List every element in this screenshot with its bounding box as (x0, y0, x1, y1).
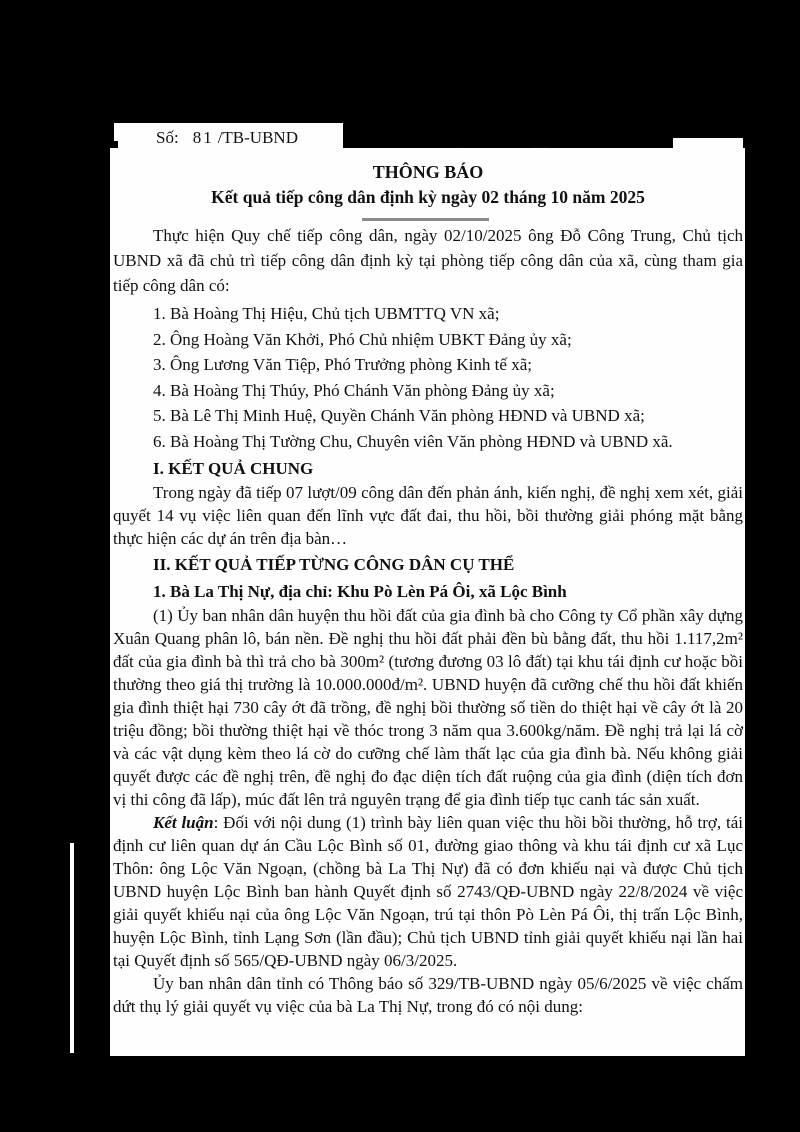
complaint-paragraph: (1) Ủy ban nhân dân huyện thu hồi đất của gia đình bà cho Công ty Cổ phần xây dựng Xuân Quang phân lô, bán nền. Đề nghị thu hồi đất phải đền bù bằng đất, thu hồi 1.117,2m² đất của gia đình bà thì trả cho bà 300m² (tương đương 03 lô đất) tại khu tái định cư hoặc bồi thường theo giá thị trường là 10.000.000đ/m². UBND huyện đã cưỡng chế thu hồi đất khiến gia đình thiệt hại 730 cây ớt đã trồng, đề nghị bồi thường số tiền do thiệt hại về cây ớt là 20 triệu đồng; bồi thường thiệt hại về thóc trong 3 năm qua 3.600kg/năm. Đề nghị trả lại lá cờ và các vật dụng kèm theo lá cờ do cưỡng chế làm thất lạc của gia đình bà. Nếu không giải quyết được các đề nghị trên, đề nghị đo đạc diện tích đất ruộng của gia đình (diện tích đơn vị thi công đã lấp), múc đất lên trả nguyên trạng để gia đình tiếp tục canh tác sản xuất. (113, 606, 743, 809)
attendee-list (113, 301, 743, 454)
attendee-item: 5. Bà Lê Thị Minh Huệ, Quyền Chánh Văn phòng HĐND và UBND xã; (153, 406, 645, 425)
title-block (113, 160, 743, 210)
conclusion-paragraph (113, 811, 743, 972)
conclusion-label: Kết luận (153, 813, 214, 832)
doc-subtitle: Kết quả tiếp công dân định kỳ ngày 02 tháng 10 năm 2025 (211, 187, 645, 207)
case-1-heading: 1. Bà La Thị Nự, địa chỉ: Khu Pò Lèn Pá Ôi, xã Lộc Bình (153, 582, 567, 601)
doc-title: THÔNG BÁO (372, 162, 484, 182)
conclusion-body: : Đối với nội dung (1) trình bày liên quan việc thu hồi bồi thường, hỗ trợ, tái định cư liên quan dự án Cầu Lộc Bình số 01, đường giao thông và khu tái định cư xã Lục Thôn: ông Lộc Văn Ngoạn, (chồng bà La Thị Nự) đã có đơn khiếu nại và được Chủ tịch UBND huyện Lộc Bình ban hành Quyết định số 2743/QĐ-UBND ngày 22/8/2024 về việc giải quyết khiếu nại của ông Lộc Văn Ngoạn, trú tại thôn Pò Lèn Pá Ôi, thị trấn Lộc Bình, huyện Lộc Bình, tỉnh Lạng Sơn (lần đầu); Chủ tịch UBND tỉnh giải quyết khiếu nại lần hai tại Quyết định số 565/QĐ-UBND ngày 06/3/2025. (113, 813, 743, 970)
section-1-body: Trong ngày đã tiếp 07 lượt/09 công dân đến phản ánh, kiến nghị, đề nghị xem xét, giải quyết 14 vụ việc liên quan đến lĩnh vực đất đai, thu hồi, bồi thường giải phóng mặt bằng thực hiện các dự án trên địa bàn… (113, 483, 743, 548)
attendee-item: 3. Ông Lương Văn Tiệp, Phó Trưởng phòng Kinh tế xã; (153, 355, 532, 374)
attendee-item: 1. Bà Hoàng Thị Hiệu, Chủ tịch UBMTTQ VN xã; (153, 304, 500, 323)
redaction-bar (343, 116, 673, 148)
section-1-heading: I. KẾT QUẢ CHUNG (153, 459, 314, 478)
doc-number-suffix: /TB-UBND (217, 128, 298, 147)
doc-number-label: Số: (156, 128, 179, 147)
attendee-item: 6. Bà Hoàng Thị Tường Chu, Chuyên viên Văn phòng HĐND và UBND xã. (153, 431, 673, 451)
underlying-page-edge (70, 843, 74, 1053)
attendee-item: 2. Ông Hoàng Văn Khởi, Phó Chủ nhiệm UBKT Đảng ủy xã; (153, 329, 572, 349)
followup-paragraph: Ủy ban nhân dân tỉnh có Thông báo số 329/TB-UBND ngày 05/6/2025 về việc chấm dứt thụ lý giải quyết vụ việc của bà La Thị Nự, trong đó có nội dung: (113, 974, 743, 1016)
attendee-item: 4. Bà Hoàng Thị Thúy, Phó Chánh Văn phòng Đảng ủy xã; (153, 380, 555, 400)
intro-paragraph: Thực hiện Quy chế tiếp công dân, ngày 02/10/2025 ông Đỗ Công Trung, Chủ tịch UBND xã đã chủ trì tiếp công dân định kỳ tại phòng tiếp công dân của xã, cùng tham gia tiếp công dân có: (113, 226, 743, 295)
section-2-heading: II. KẾT QUẢ TIẾP TỪNG CÔNG DÂN CỤ THỂ (153, 555, 515, 574)
document-page (110, 148, 745, 1056)
doc-number-value: 81 (192, 128, 214, 147)
title-underline (362, 218, 489, 221)
